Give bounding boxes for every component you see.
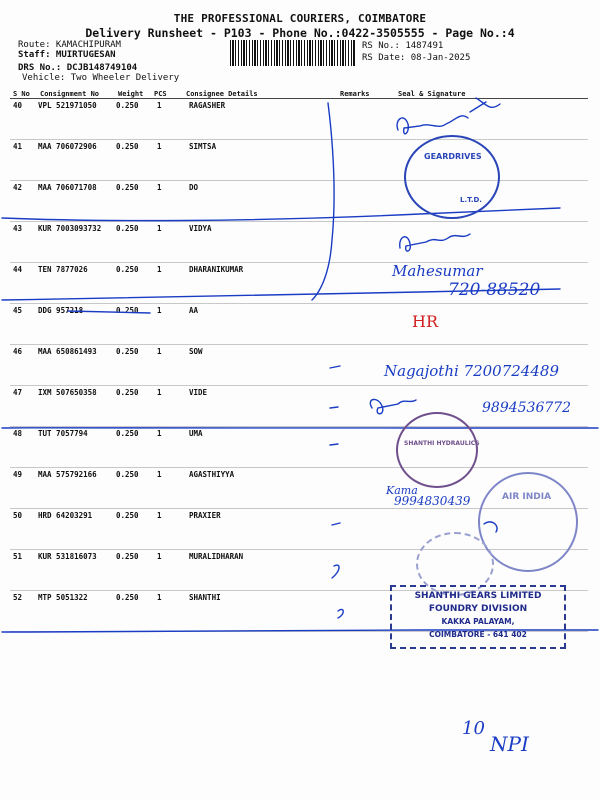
row-sno: 41: [13, 142, 23, 151]
row-sno: 52: [13, 593, 23, 602]
row-sno: 44: [13, 265, 23, 274]
row-pcs: 1: [157, 593, 162, 602]
row-consignment-no: KUR 7003093732: [38, 224, 102, 233]
row-weight: 0.250: [116, 552, 139, 561]
row-consignee: SOW: [189, 347, 203, 356]
gear-drives-stamp-ltd: L.T.D.: [460, 196, 482, 204]
row-consignment-no: KUR 531816073: [38, 552, 97, 561]
row-consignment-no: TUT 7057794: [38, 429, 88, 438]
row-consignee: DO: [189, 183, 199, 192]
row-weight: 0.250: [116, 347, 139, 356]
row-consignment-no: HRD 64203291: [38, 511, 93, 520]
hydraulics-stamp: [396, 412, 478, 488]
staff-label: Staff: MUIRTUGESAN: [18, 50, 116, 60]
col-header-remarks: Remarks: [340, 90, 370, 98]
row-weight: 0.250: [116, 306, 139, 315]
row-weight: 0.250: [116, 265, 139, 274]
signature: [470, 98, 500, 112]
stamp-line-1: SHANTHI GEARS LIMITED: [414, 591, 542, 601]
handwritten-name-phone: Nagajothi 7200724489: [384, 362, 559, 380]
row-consignee: AGASTHIYYA: [189, 470, 235, 479]
handwritten-note-red: HR: [412, 312, 438, 331]
stamp-line-2: FOUNDRY DIVISION: [428, 604, 528, 614]
handwritten-npi: NPI: [490, 732, 529, 756]
row-consignment-no: VPL 521971050: [38, 101, 97, 110]
row-consignee: VIDYA: [189, 224, 212, 233]
row-pcs: 1: [157, 347, 162, 356]
col-header-sno: S No: [13, 90, 30, 98]
stamp-line-3: KAKKA PALAYAM,: [441, 617, 515, 626]
row-pcs: 1: [157, 429, 162, 438]
row-weight: 0.250: [116, 511, 139, 520]
row-pcs: 1: [157, 306, 162, 315]
tick-mark: [330, 444, 338, 445]
row-weight: 0.250: [116, 470, 139, 479]
row-sno: 45: [13, 306, 23, 315]
row-sno: 49: [13, 470, 23, 479]
row-consignment-no: MAA 575792166: [38, 470, 97, 479]
handwritten-name: Kama: [386, 484, 418, 497]
handwritten-phone: 720-88520: [448, 280, 541, 300]
row-consignment-no: MAA 706072906: [38, 142, 97, 151]
row-pcs: 1: [157, 470, 162, 479]
row-sno: 50: [13, 511, 23, 520]
row-sno: 42: [13, 183, 23, 192]
row-pcs: 1: [157, 552, 162, 561]
row-consignee: DHARANIKUMAR: [189, 265, 244, 274]
gear-drives-stamp: [404, 135, 500, 219]
row-pcs: 1: [157, 142, 162, 151]
signature: [370, 399, 416, 413]
row-sno: 51: [13, 552, 23, 561]
row-pcs: 1: [157, 511, 162, 520]
handwritten-phone: 9894536772: [482, 400, 572, 416]
row-sno: 46: [13, 347, 23, 356]
handwritten-phone: 9994830439: [394, 494, 471, 508]
remarks-bracket-line: [312, 103, 334, 300]
signature: [397, 116, 468, 134]
row-pcs: 1: [157, 224, 162, 233]
drs-number: DRS No.: DCJB148749104: [18, 63, 138, 73]
row-weight: 0.250: [116, 183, 139, 192]
row-weight: 0.250: [116, 101, 139, 110]
tick-mark: [330, 407, 338, 408]
signature: [400, 234, 470, 251]
row-consignee: UMA: [189, 429, 203, 438]
tick-mark: [332, 565, 339, 578]
handwritten-count: 10: [462, 718, 485, 739]
col-header-consignee: Consignee Details: [186, 90, 258, 98]
row-weight: 0.250: [116, 388, 139, 397]
row-consignee: SHANTHI: [189, 593, 221, 602]
row-consignee: RAGASHER: [189, 101, 226, 110]
col-header-consignment: Consignment No: [40, 90, 100, 98]
runsheet-subtitle: Delivery Runsheet - P103 - Phone No.:0422-3505555 - Page No.:4: [85, 26, 515, 40]
row-pcs: 1: [157, 265, 162, 274]
col-header-pcs: PCS: [154, 90, 167, 98]
ink-row-divider: [2, 427, 598, 428]
row-pcs: 1: [157, 388, 162, 397]
row-consignee: VIDE: [189, 388, 208, 397]
row-consignment-no: MTP 5051322: [38, 593, 88, 602]
col-header-weight: Weight: [118, 90, 144, 98]
row-consignee: MURALIDHARAN: [189, 552, 244, 561]
rs-date: RS Date: 08-Jan-2025: [362, 53, 471, 63]
shanthi-gears-stamp: [390, 585, 566, 649]
row-consignee: PRAXIER: [189, 511, 221, 520]
route-label: Route: KAMACHIPURAM: [18, 40, 121, 50]
hydraulics-stamp-text: SHANTHI HYDRAULICS: [404, 440, 480, 447]
row-pcs: 1: [157, 183, 162, 192]
tick-mark: [332, 523, 340, 525]
row-weight: 0.250: [116, 142, 139, 151]
row-consignee: SIMTSA: [189, 142, 217, 151]
gear-drives-stamp-text: GEARDRIVES: [424, 152, 482, 161]
row-sno: 43: [13, 224, 23, 233]
row-consignment-no: DDG 957218: [38, 306, 84, 315]
row-sno: 40: [13, 101, 23, 110]
tick-mark: [330, 366, 340, 368]
row-consignment-no: IXM 507650358: [38, 388, 97, 397]
company-title: THE PROFESSIONAL COURIERS, COIMBATORE: [173, 12, 427, 25]
row-weight: 0.250: [116, 593, 139, 602]
strike-line: [68, 311, 150, 313]
row-consignee: AA: [189, 306, 199, 315]
row-consignment-no: MAA 706071708: [38, 183, 97, 192]
row-weight: 0.250: [116, 224, 139, 233]
row-consignment-no: TEN 7877026: [38, 265, 88, 274]
rs-number: RS No.: 1487491: [362, 41, 444, 51]
row-pcs: 1: [157, 101, 162, 110]
col-header-seal: Seal & Signature: [398, 90, 466, 98]
vehicle-label: Vehicle: Two Wheeler Delivery: [22, 73, 180, 83]
row-weight: 0.250: [116, 429, 139, 438]
tick-mark: [338, 609, 343, 618]
air-india-stamp-text: AIR INDIA: [502, 492, 552, 502]
row-consignment-no: MAA 650861493: [38, 347, 97, 356]
row-sno: 48: [13, 429, 23, 438]
row-sno: 47: [13, 388, 23, 397]
stamp-line-4: COIMBATORE - 641 402: [429, 630, 527, 639]
handwritten-name: Mahesumar: [392, 262, 483, 280]
